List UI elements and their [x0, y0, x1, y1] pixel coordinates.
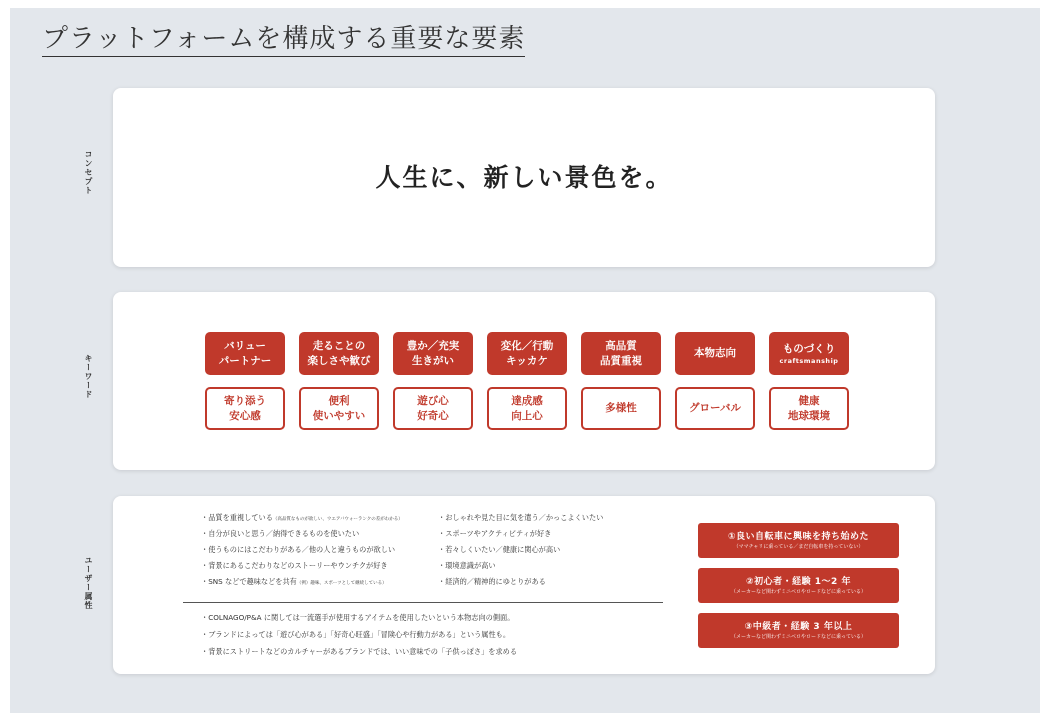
list-item [438, 562, 603, 578]
list-item-text: ・自分が良いと思う／納得できるものを使いたい [201, 529, 360, 538]
keyword-row-filled [205, 332, 849, 375]
keyword-text: ものづくり [782, 342, 836, 355]
list-item-text: ・使うものにはこだわりがある／他の人と違うものが欲しい [201, 545, 396, 554]
keyword-chip [487, 332, 567, 375]
keyword-chip [205, 387, 285, 430]
section-label-keyword: キーワード [84, 354, 93, 399]
list-item-text: ・スポーツやアクティビティが好き [438, 529, 552, 538]
keyword-text: 達成感 向上心 [511, 394, 543, 422]
list-item-text: ・背景にあるこだわりなどのストーリーやウンチクが好き [201, 561, 388, 570]
keyword-text: 便利 使いやすい [312, 394, 366, 422]
keyword-chip [769, 332, 849, 375]
keyword-subtext: craftsmanship [779, 356, 839, 365]
keyword-text: 本物志向 [694, 347, 736, 359]
keyword-card [113, 292, 935, 470]
keyword-chip [581, 332, 661, 375]
user-level-badges [698, 523, 899, 648]
list-item [201, 514, 403, 530]
keyword-chip [299, 387, 379, 430]
page-title: プラットフォームを構成する重要な要素 [42, 24, 525, 57]
badge-title: ②初心者・経験 1～2 年 [746, 576, 851, 587]
user-level-badge [698, 613, 899, 648]
list-item [438, 530, 603, 546]
keyword-text: 変化／行動 キッカケ [500, 339, 554, 367]
keyword-chip [393, 332, 473, 375]
list-item-text: ・環境意識が高い [438, 561, 496, 570]
keyword-text: 寄り添う 安心感 [224, 394, 266, 422]
user-list-left [201, 514, 403, 594]
canvas [10, 8, 1040, 713]
badge-title: ③中級者・経験 3 年以上 [744, 621, 853, 632]
list-item-text: ・経済的／精神的にゆとりがある [438, 577, 546, 586]
note-item: ・COLNAGO/P&A に関しては一流選手が使用するアイテムを使用したいという本物志向の側面。 [201, 613, 515, 622]
keyword-text: バリュー パートナー [218, 339, 272, 367]
list-item-note: （例）趣味、スポーツとして継続している） [296, 581, 387, 586]
list-item [201, 530, 403, 546]
user-level-badge [698, 523, 899, 558]
badge-note: （メーカーなど関わずミニベロやロードなどに乗っている） [731, 633, 866, 640]
keyword-grid [205, 332, 849, 430]
list-item [438, 578, 603, 594]
bottom-notes [201, 614, 517, 665]
keyword-chip [675, 387, 755, 430]
user-list-right [438, 514, 603, 594]
keyword-row-outline [205, 387, 849, 430]
keyword-text: 遊び心 好奇心 [417, 394, 449, 422]
note-item: ・背景にストリートなどのカルチャーがあるブランドでは、いい意味での「子供っぽさ」を求める [201, 647, 518, 656]
keyword-text: 豊か／充実 生きがい [406, 339, 460, 367]
keyword-text: 高品質 品質重視 [600, 339, 642, 367]
keyword-chip [299, 332, 379, 375]
list-item-note: （高品質なものが欲しい、ウエアバウォーランクの差がわかる） [272, 517, 403, 522]
list-item-text: ・若々しくいたい／健康に関心が高い [438, 545, 561, 554]
keyword-chip [487, 387, 567, 430]
list-item-text: ・品質を重視している [201, 513, 273, 522]
list-item [201, 562, 403, 578]
keyword-text: 多様性 [605, 402, 637, 414]
keyword-chip [675, 332, 755, 375]
concept-text: 人生に、新しい景色を。 [375, 163, 673, 192]
note-item: ・ブランドによっては「遊び心がある」「好奇心旺盛」「冒険心や行動力がある」という属性も。 [201, 630, 511, 639]
section-label-user: ユーザー属性 [84, 556, 93, 610]
keyword-chip [581, 387, 661, 430]
keyword-chip [205, 332, 285, 375]
badge-note: （ママチャリに乗っている／まだ自転車を持っていない） [733, 543, 864, 550]
list-item [201, 546, 403, 562]
list-item-text: ・SNS などで趣味などを共有 [201, 577, 297, 586]
concept-card [113, 88, 935, 267]
keyword-chip [769, 387, 849, 430]
divider [183, 602, 663, 603]
badge-note: （メーカーなど関わずミニベロやロードなどに乗っている） [731, 588, 866, 595]
list-item [438, 514, 603, 530]
list-item-text: ・おしゃれや見た目に気を遣う／かっこよくいたい [438, 513, 604, 522]
section-label-concept: コンセプト [84, 150, 93, 195]
list-item [438, 546, 603, 562]
user-level-badge [698, 568, 899, 603]
list-item [201, 578, 403, 594]
keyword-chip [393, 387, 473, 430]
badge-title: ①良い自転車に興味を持ち始めた [727, 531, 870, 542]
keyword-text: グローバル [689, 402, 741, 414]
keyword-text: 健康 地球環境 [788, 394, 830, 422]
keyword-text: 走ることの 楽しさや歓び [307, 339, 371, 367]
user-attributes-card [113, 496, 935, 674]
